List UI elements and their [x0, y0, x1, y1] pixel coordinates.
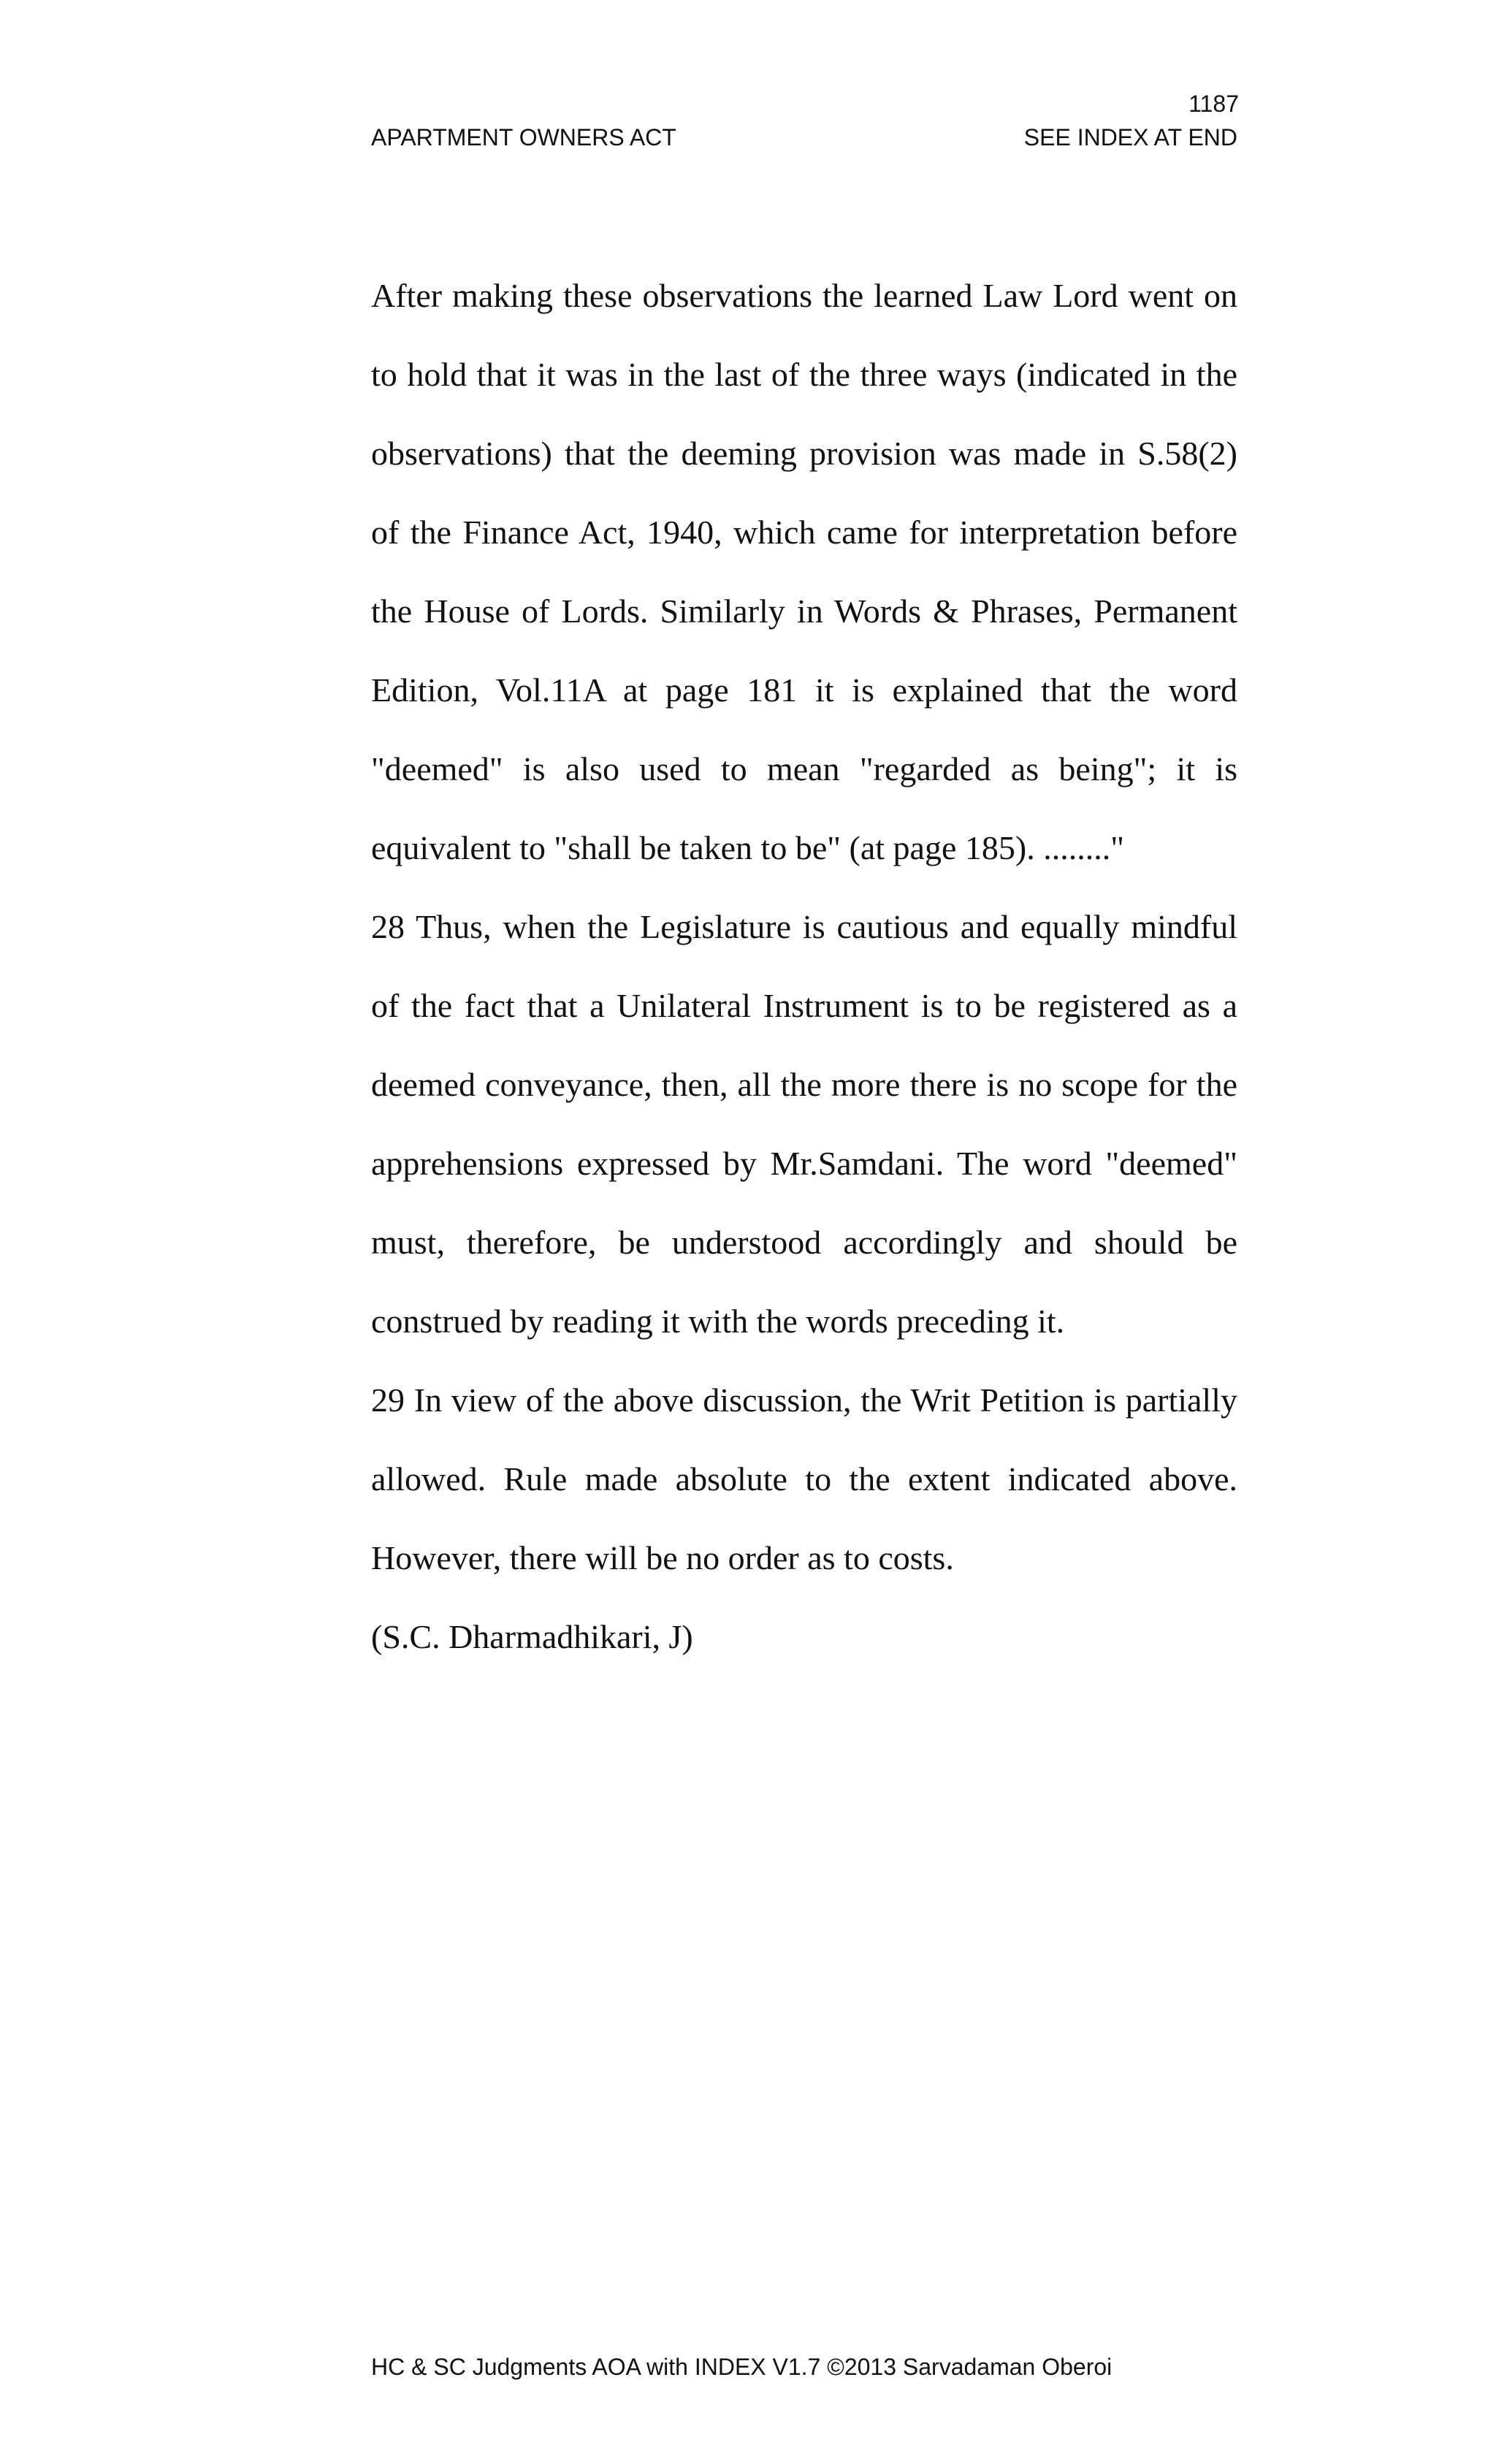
document-body	[371, 256, 1237, 1677]
judge-signature-line: (S.C. Dharmadhikari, J)	[371, 1618, 693, 1655]
header-left-title: APARTMENT OWNERS ACT	[371, 124, 676, 150]
paragraph-quote-continuation: After making these observations the learned Law Lord went on to hold that it was in the last of the three ways (indicated in the observations) that the deeming provision was made in S.58(2) of the Finance Act, 1940, which came for interpretation before the House of Lords. Similarly in Words & Phrases, Permanent Edition, Vol.11A at page 181 it is explained that the word "deemed" is also used to mean "regarded as being"; it is equivalent to "shall be taken to be" (at page 185). ........"	[371, 277, 1237, 866]
paragraph-28: 28 Thus, when the Legislature is cautious and equally mindful of the fact that a Unilateral Instrument is to be registered as a deemed conveyance, then, all the more there is no scope for the apprehensions expressed by Mr.Samdani. The word "deemed" must, therefore, be understood accordingly and should be construed by reading it with the words preceding it.	[371, 908, 1237, 1340]
paragraph-29: 29 In view of the above discussion, the Writ Petition is partially allowed. Rule made absolute to the extent indicated above. However, there will be no order as to costs.	[371, 1381, 1237, 1576]
header-right-title: SEE INDEX AT END	[1023, 124, 1237, 150]
running-header	[371, 123, 1237, 152]
page-footer: HC & SC Judgments AOA with INDEX V1.7 ©2013 Sarvadaman Oberoi	[371, 2354, 1113, 2380]
page-number: 1187	[1188, 91, 1239, 117]
